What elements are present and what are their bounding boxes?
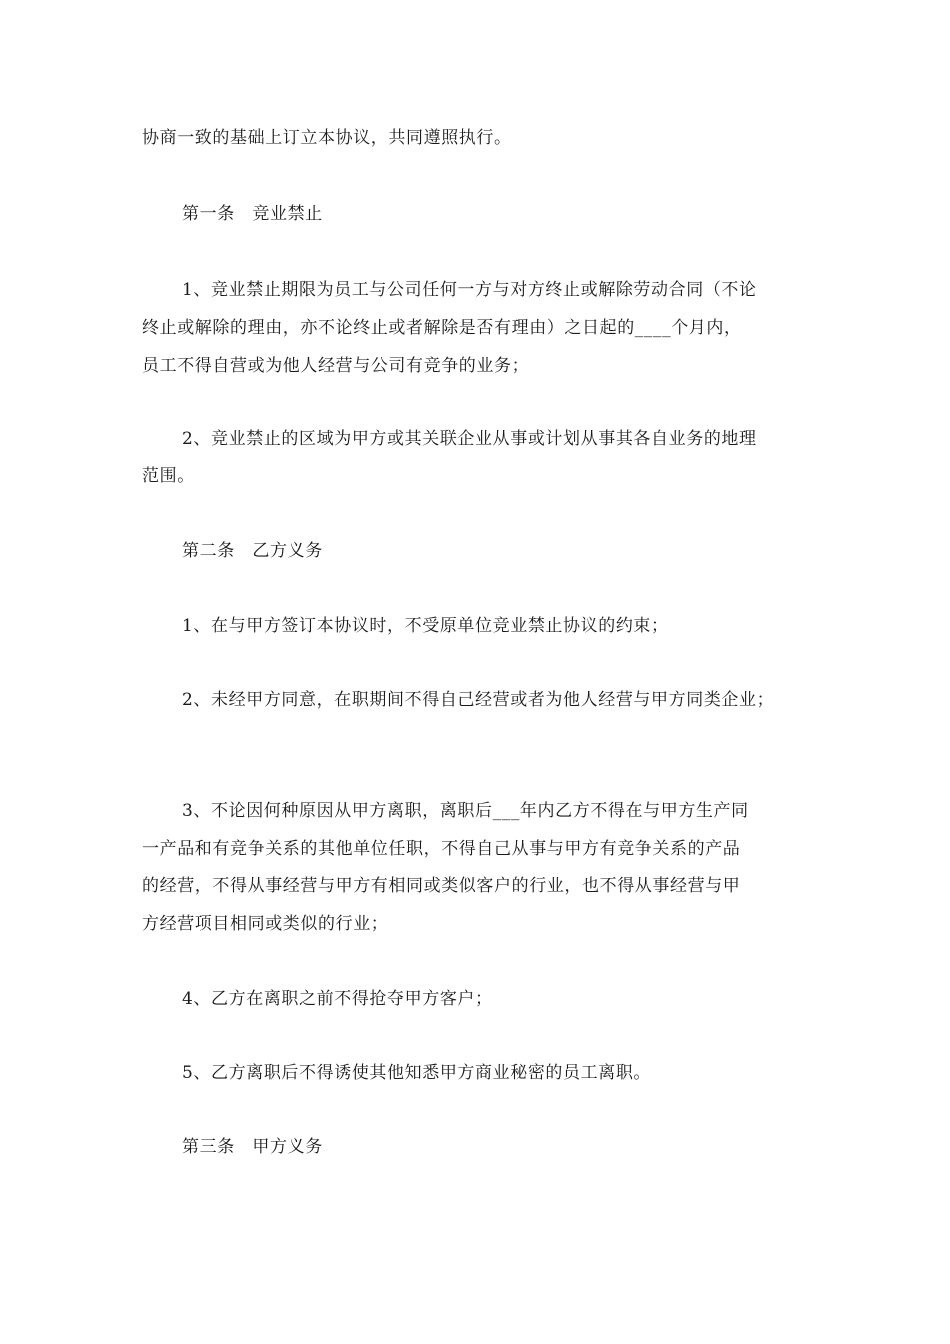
article-2-item-4: 4、乙方在离职之前不得抢夺甲方客户； <box>182 989 493 1009</box>
article-1-item-1-line-1: 1、竞业禁止期限为员工与公司任何一方与对方终止或解除劳动合同（不论 <box>182 280 757 300</box>
article-2-item-3-line-1: 3、不论因何种原因从甲方离职，离职后___年内乙方不得在与甲方生产同 <box>182 801 749 821</box>
article-1-item-1-line-2: 终止或解除的理由，亦不论终止或者解除是否有理由）之日起的____个月内， <box>142 318 742 338</box>
article-2-item-2: 2、未经甲方同意，在职期间不得自己经营或者为他人经营与甲方同类企业； <box>182 690 775 710</box>
article-1-item-1-line-3: 员工不得自营或为他人经营与公司有竞争的业务； <box>142 356 530 376</box>
article-2-item-3-line-4: 方经营项目相同或类似的行业； <box>142 914 389 934</box>
article-2-title: 第二条 乙方义务 <box>182 541 323 561</box>
article-1-title: 第一条 竞业禁止 <box>182 204 323 224</box>
article-3-title: 第三条 甲方义务 <box>182 1137 323 1157</box>
article-2-item-1: 1、在与甲方签订本协议时，不受原单位竞业禁止协议的约束； <box>182 616 669 636</box>
article-2-item-3-line-3: 的经营，不得从事经营与甲方有相同或类似客户的行业，也不得从事经营与甲 <box>142 876 741 896</box>
article-1-item-2-line-1: 2、竞业禁止的区域为甲方或其关联企业从事或计划从事其各自业务的地理 <box>182 429 757 449</box>
article-2-item-5: 5、乙方离职后不得诱使其他知悉甲方商业秘密的员工离职。 <box>182 1063 652 1083</box>
article-2-item-3-line-2: 一产品和有竞争关系的其他单位任职，不得自己从事与甲方有竞争关系的产品 <box>142 839 741 859</box>
intro-paragraph: 协商一致的基础上订立本协议，共同遵照执行。 <box>142 128 512 148</box>
article-1-item-2-line-2: 范围。 <box>142 466 195 486</box>
